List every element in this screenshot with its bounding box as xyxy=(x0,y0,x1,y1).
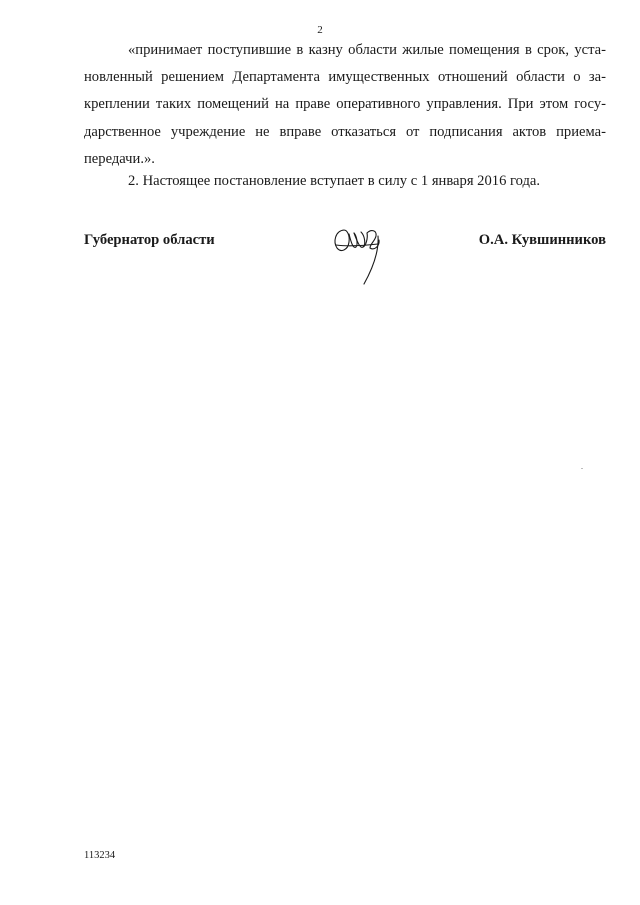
signatory-title: Губернатор области xyxy=(84,232,215,248)
paragraph-1-line: креплении таких помещений на праве оперативного управления. При этом госу- xyxy=(84,96,606,113)
scan-speck xyxy=(581,468,583,469)
paragraph-1-line: дарственное учреждение не вправе отказаться от подписания актов приема- xyxy=(84,123,606,140)
page-number: 2 xyxy=(317,24,323,36)
paragraph-1-line: новленный решением Департамента имущественных отношений области о за- xyxy=(84,69,606,86)
paragraph-1-line: «принимает поступившие в казну области жилые помещения в срок, уста- xyxy=(128,42,606,58)
paragraph-1-line: передачи.». xyxy=(84,150,155,167)
signatory-name: О.А. Кувшинников xyxy=(478,232,606,248)
paragraph-2: 2. Настоящее постановление вступает в силу с 1 января 2016 года. xyxy=(128,173,541,189)
handwritten-signature-icon xyxy=(330,222,392,292)
document-code: 113234 xyxy=(84,850,116,861)
paragraph-1 xyxy=(84,37,606,173)
signature-block xyxy=(84,230,606,300)
